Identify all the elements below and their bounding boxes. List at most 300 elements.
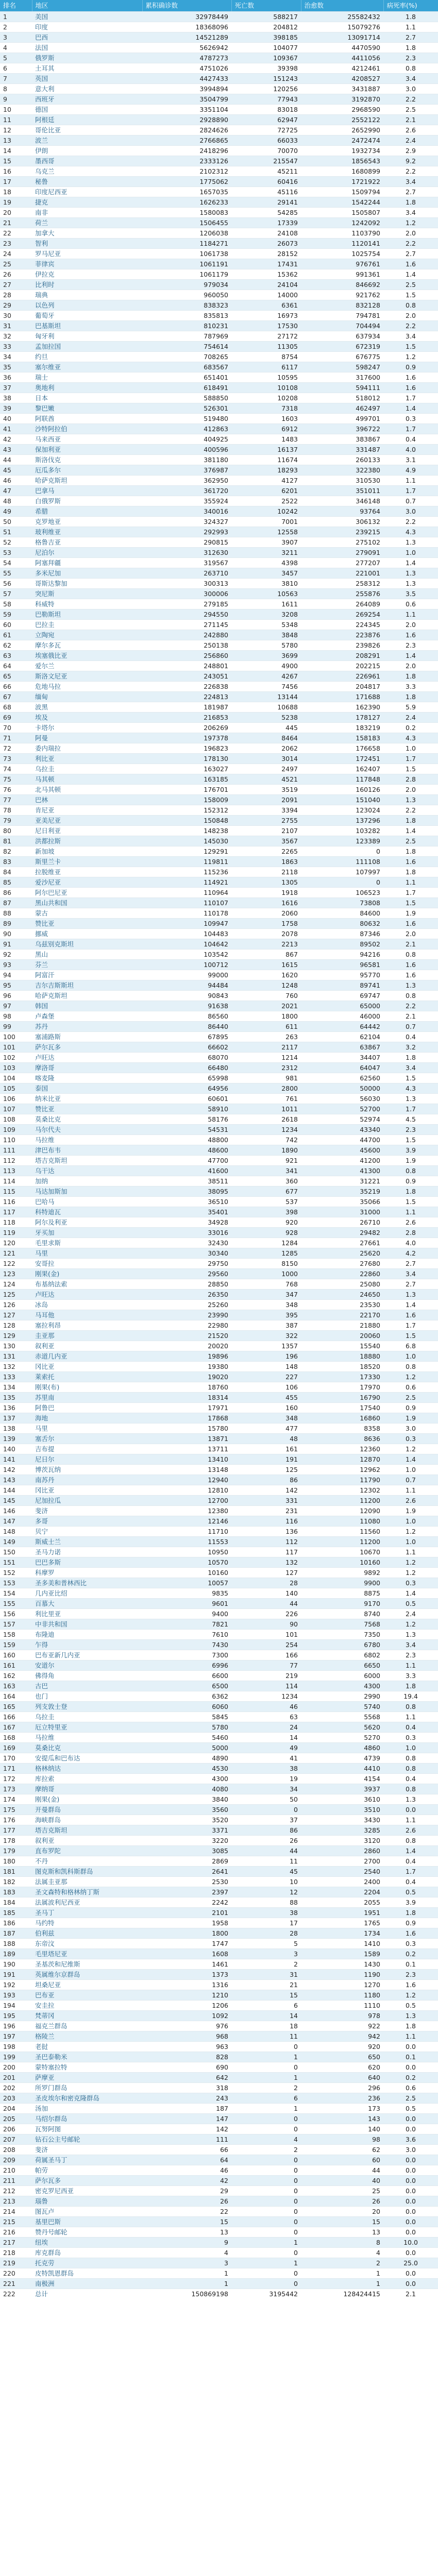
- cell-region[interactable]: 毛里求斯: [32, 1238, 142, 1248]
- cell-region[interactable]: 德国: [32, 105, 142, 115]
- cell-region[interactable]: 海地: [32, 1413, 142, 1423]
- cell-region[interactable]: 马绍尔群岛: [32, 2114, 142, 2124]
- cell-region[interactable]: 法国: [32, 43, 142, 53]
- cell-region[interactable]: 坦桑尼亚: [32, 1980, 142, 1990]
- table-row[interactable]: [0, 1300, 438, 1310]
- cell-region[interactable]: 安圭拉: [32, 2001, 142, 2011]
- cell-region[interactable]: 瑙鲁: [32, 2196, 142, 2207]
- cell-region[interactable]: 俄罗斯: [32, 53, 142, 63]
- cell-region[interactable]: 阿尔及利亚: [32, 1217, 142, 1228]
- cell-region[interactable]: 佛得角: [32, 1671, 142, 1681]
- cell-region[interactable]: 黑山共和国: [32, 898, 142, 908]
- cell-region[interactable]: 冈比亚: [32, 1485, 142, 1496]
- cell-region[interactable]: 马约特: [32, 1918, 142, 1928]
- table-row[interactable]: [0, 506, 438, 517]
- cell-region[interactable]: 马拉维: [32, 1733, 142, 1743]
- table-row[interactable]: [0, 1877, 438, 1887]
- cell-region[interactable]: 马来西亚: [32, 434, 142, 445]
- cell-region[interactable]: 哥斯达黎加: [32, 579, 142, 589]
- cell-region[interactable]: 塞浦路斯: [32, 1032, 142, 1042]
- cell-region[interactable]: 阿尔巴尼亚: [32, 888, 142, 898]
- cell-region[interactable]: 克罗地亚: [32, 517, 142, 527]
- cell-region[interactable]: 利比亚: [32, 754, 142, 764]
- table-row[interactable]: [0, 300, 438, 311]
- table-row[interactable]: [0, 2238, 438, 2248]
- table-row[interactable]: [0, 1939, 438, 1949]
- table-row[interactable]: [0, 558, 438, 568]
- cell-region[interactable]: 汤加: [32, 2104, 142, 2114]
- table-row[interactable]: [0, 156, 438, 166]
- table-row[interactable]: [0, 166, 438, 177]
- cell-region[interactable]: 库克群岛: [32, 2248, 142, 2258]
- table-row[interactable]: [0, 2248, 438, 2258]
- table-row[interactable]: [0, 1537, 438, 1547]
- cell-region[interactable]: 新加坡: [32, 846, 142, 857]
- cell-region[interactable]: 直布罗陀: [32, 1846, 142, 1856]
- table-row[interactable]: [0, 1897, 438, 1908]
- cell-region[interactable]: 巴林: [32, 795, 142, 805]
- table-row[interactable]: [0, 702, 438, 713]
- cell-region[interactable]: 利比里亚: [32, 1609, 142, 1619]
- table-row[interactable]: [0, 651, 438, 661]
- cell-region[interactable]: 圣基茨和尼维斯: [32, 1959, 142, 1970]
- table-row[interactable]: [0, 146, 438, 156]
- table-row[interactable]: [0, 1320, 438, 1331]
- cell-region[interactable]: 塞尔维亚: [32, 362, 142, 372]
- cell-region[interactable]: 格鲁吉亚: [32, 537, 142, 548]
- table-row[interactable]: [0, 269, 438, 280]
- table-row[interactable]: [0, 2073, 438, 2083]
- cell-region[interactable]: 萨尔瓦多: [32, 2176, 142, 2186]
- table-row[interactable]: [0, 692, 438, 702]
- table-row[interactable]: [0, 743, 438, 754]
- table-row[interactable]: [0, 2124, 438, 2134]
- table-row[interactable]: [0, 1022, 438, 1032]
- table-row[interactable]: [0, 1805, 438, 1815]
- cell-region[interactable]: 印度尼西亚: [32, 187, 142, 197]
- table-row[interactable]: [0, 135, 438, 146]
- cell-region[interactable]: 阿富汗: [32, 970, 142, 980]
- table-row[interactable]: [0, 816, 438, 826]
- table-row[interactable]: [0, 527, 438, 537]
- cell-region[interactable]: 博茨瓦纳: [32, 1465, 142, 1475]
- table-row[interactable]: [0, 1949, 438, 1959]
- cell-region[interactable]: 法属圭亚那: [32, 1877, 142, 1887]
- cell-region[interactable]: 约旦: [32, 352, 142, 362]
- table-row[interactable]: [0, 1454, 438, 1465]
- table-row[interactable]: [0, 1640, 438, 1650]
- table-row[interactable]: [0, 517, 438, 527]
- cell-region[interactable]: 挪威: [32, 929, 142, 939]
- table-row[interactable]: [0, 1784, 438, 1794]
- cell-region[interactable]: 玻利维亚: [32, 527, 142, 537]
- table-row[interactable]: [0, 1856, 438, 1867]
- cell-region[interactable]: 莫桑比克: [32, 1114, 142, 1125]
- cell-region[interactable]: 斯洛伐克: [32, 455, 142, 465]
- table-row[interactable]: [0, 74, 438, 84]
- table-row[interactable]: [0, 393, 438, 403]
- table-row[interactable]: [0, 1475, 438, 1485]
- table-row[interactable]: [0, 2227, 438, 2238]
- table-row[interactable]: [0, 1722, 438, 1733]
- cell-region[interactable]: 巴布亚新几内亚: [32, 1650, 142, 1660]
- cell-region[interactable]: 马耳他: [32, 1310, 142, 1320]
- table-row[interactable]: [0, 609, 438, 620]
- table-row[interactable]: [0, 1063, 438, 1073]
- cell-region[interactable]: 赞比亚: [32, 1104, 142, 1114]
- cell-region[interactable]: 巴勒斯坦: [32, 609, 142, 620]
- table-row[interactable]: [0, 1011, 438, 1022]
- table-row[interactable]: [0, 1527, 438, 1537]
- cell-region[interactable]: 钻石公主号邮轮: [32, 2134, 142, 2145]
- table-row[interactable]: [0, 2186, 438, 2196]
- cell-region[interactable]: 斐济: [32, 1506, 142, 1516]
- cell-region[interactable]: 蒙特塞拉特: [32, 2062, 142, 2073]
- cell-region[interactable]: 斯里兰卡: [32, 857, 142, 867]
- cell-region[interactable]: 塔吉克斯坦: [32, 1156, 142, 1166]
- cell-region[interactable]: 马里: [32, 1248, 142, 1259]
- table-row[interactable]: [0, 764, 438, 774]
- cell-region[interactable]: 沙特阿拉伯: [32, 424, 142, 434]
- table-row[interactable]: [0, 1423, 438, 1434]
- cell-region[interactable]: 菲律宾: [32, 259, 142, 269]
- cell-region[interactable]: 阿根廷: [32, 115, 142, 125]
- table-row[interactable]: [0, 1712, 438, 1722]
- cell-region[interactable]: 波黑: [32, 702, 142, 713]
- cell-region[interactable]: 图瓦卢: [32, 2207, 142, 2217]
- table-row[interactable]: [0, 2052, 438, 2062]
- table-row[interactable]: [0, 805, 438, 816]
- table-row[interactable]: [0, 1702, 438, 1712]
- table-row[interactable]: [0, 1825, 438, 1836]
- table-row[interactable]: [0, 2083, 438, 2093]
- cell-region[interactable]: 亚美尼亚: [32, 816, 142, 826]
- table-row[interactable]: [0, 434, 438, 445]
- cell-region[interactable]: 莫桑比克: [32, 1743, 142, 1753]
- table-row[interactable]: [0, 733, 438, 743]
- table-row[interactable]: [0, 671, 438, 682]
- cell-region[interactable]: 所罗门群岛: [32, 2083, 142, 2093]
- cell-region[interactable]: 乍得: [32, 1640, 142, 1650]
- table-row[interactable]: [0, 445, 438, 455]
- table-row[interactable]: [0, 1042, 438, 1053]
- cell-region[interactable]: 尼加拉瓜: [32, 1496, 142, 1506]
- table-row[interactable]: [0, 1774, 438, 1784]
- cell-region[interactable]: 意大利: [32, 84, 142, 94]
- table-row[interactable]: [0, 1557, 438, 1568]
- table-row[interactable]: [0, 218, 438, 228]
- table-row[interactable]: [0, 94, 438, 105]
- cell-region[interactable]: 梵蒂冈: [32, 2011, 142, 2021]
- table-row[interactable]: [0, 1691, 438, 1702]
- cell-region[interactable]: 圣马力诺: [32, 1547, 142, 1557]
- table-row[interactable]: [0, 22, 438, 32]
- table-row[interactable]: [0, 2011, 438, 2021]
- cell-region[interactable]: 阿塞拜疆: [32, 558, 142, 568]
- cell-region[interactable]: 智利: [32, 239, 142, 249]
- cell-region[interactable]: 墨西哥: [32, 156, 142, 166]
- cell-region[interactable]: 奥地利: [32, 383, 142, 393]
- table-row[interactable]: [0, 424, 438, 434]
- table-row[interactable]: [0, 1341, 438, 1351]
- table-row[interactable]: [0, 2279, 438, 2289]
- table-row[interactable]: [0, 1125, 438, 1135]
- cell-region[interactable]: 多米尼加: [32, 568, 142, 579]
- cell-region[interactable]: 罗马尼亚: [32, 249, 142, 259]
- table-row[interactable]: [0, 836, 438, 846]
- table-row[interactable]: [0, 1248, 438, 1259]
- cell-region[interactable]: 刚果(布): [32, 1382, 142, 1393]
- cell-region[interactable]: 吉尔吉斯斯坦: [32, 980, 142, 991]
- cell-region[interactable]: 圣马丁: [32, 1908, 142, 1918]
- table-row[interactable]: [0, 579, 438, 589]
- table-row[interactable]: [0, 599, 438, 609]
- table-row[interactable]: [0, 2114, 438, 2124]
- table-row[interactable]: [0, 682, 438, 692]
- table-row[interactable]: [0, 187, 438, 197]
- cell-region[interactable]: 毛里塔尼亚: [32, 1949, 142, 1959]
- table-row[interactable]: [0, 1444, 438, 1454]
- cell-region[interactable]: 马其顿: [32, 774, 142, 785]
- table-row[interactable]: [0, 177, 438, 187]
- table-row[interactable]: [0, 1362, 438, 1372]
- cell-region[interactable]: 埃及: [32, 713, 142, 723]
- table-row[interactable]: [0, 1928, 438, 1939]
- table-row[interactable]: [0, 1135, 438, 1145]
- table-row[interactable]: [0, 548, 438, 558]
- table-row[interactable]: [0, 1599, 438, 1609]
- cell-region[interactable]: 尼泊尔: [32, 548, 142, 558]
- table-row[interactable]: [0, 1238, 438, 1248]
- cell-region[interactable]: 纳米比亚: [32, 1094, 142, 1104]
- cell-region[interactable]: 韩国: [32, 1001, 142, 1011]
- table-row[interactable]: [0, 908, 438, 919]
- cell-region[interactable]: 吉布提: [32, 1444, 142, 1454]
- table-row[interactable]: [0, 239, 438, 249]
- table-row[interactable]: [0, 630, 438, 640]
- table-row[interactable]: [0, 1351, 438, 1362]
- table-row[interactable]: [0, 1372, 438, 1382]
- cell-region[interactable]: 库拉索: [32, 1774, 142, 1784]
- cell-region[interactable]: 葡萄牙: [32, 311, 142, 321]
- table-row[interactable]: [0, 362, 438, 372]
- cell-region[interactable]: 塞拉利昂: [32, 1320, 142, 1331]
- table-row[interactable]: [0, 568, 438, 579]
- table-row[interactable]: [0, 1166, 438, 1176]
- table-row[interactable]: [0, 259, 438, 269]
- cell-region[interactable]: 马尔代夫: [32, 1125, 142, 1135]
- cell-region[interactable]: 法属波利尼西亚: [32, 1897, 142, 1908]
- cell-region[interactable]: 卢旺达: [32, 1053, 142, 1063]
- table-row[interactable]: [0, 1393, 438, 1403]
- cell-region[interactable]: 安提瓜和巴布达: [32, 1753, 142, 1764]
- table-row[interactable]: [0, 455, 438, 465]
- table-row[interactable]: [0, 661, 438, 671]
- cell-region[interactable]: 安哥拉: [32, 1259, 142, 1269]
- table-row[interactable]: [0, 1279, 438, 1290]
- cell-region[interactable]: 肯尼亚: [32, 805, 142, 816]
- cell-region[interactable]: 塞舌尔: [32, 1434, 142, 1444]
- cell-region[interactable]: 乌干达: [32, 1166, 142, 1176]
- cell-region[interactable]: 黑山: [32, 950, 142, 960]
- cell-region[interactable]: 巴布亚: [32, 1990, 142, 2001]
- cell-region[interactable]: 科摩罗: [32, 1568, 142, 1578]
- cell-region[interactable]: 东帝汶: [32, 1939, 142, 1949]
- header-deaths[interactable]: 死亡数: [231, 0, 301, 12]
- table-row[interactable]: [0, 1578, 438, 1588]
- cell-region[interactable]: 叙利亚: [32, 1341, 142, 1351]
- header-region[interactable]: 地区: [32, 0, 142, 12]
- table-row[interactable]: [0, 1176, 438, 1187]
- cell-region[interactable]: 英国: [32, 74, 142, 84]
- cell-region[interactable]: 巴基斯坦: [32, 321, 142, 331]
- table-row[interactable]: [0, 1434, 438, 1444]
- table-row[interactable]: [0, 1104, 438, 1114]
- cell-region[interactable]: 巴西: [32, 32, 142, 43]
- table-row[interactable]: [0, 383, 438, 393]
- cell-region[interactable]: 斯洛文尼亚: [32, 671, 142, 682]
- cell-region[interactable]: 格陵兰: [32, 2031, 142, 2042]
- cell-region[interactable]: 尼日尔: [32, 1454, 142, 1465]
- table-row[interactable]: [0, 352, 438, 362]
- table-row[interactable]: [0, 960, 438, 970]
- table-row[interactable]: [0, 826, 438, 836]
- table-row[interactable]: [0, 12, 438, 22]
- cell-region[interactable]: 福克兰群岛: [32, 2021, 142, 2031]
- table-row[interactable]: [0, 1970, 438, 1980]
- cell-region[interactable]: 安道尔: [32, 1660, 142, 1671]
- cell-region[interactable]: 保加利亚: [32, 445, 142, 455]
- cell-region[interactable]: 哥伦比亚: [32, 125, 142, 135]
- cell-region[interactable]: 比利时: [32, 280, 142, 290]
- table-row[interactable]: [0, 1815, 438, 1825]
- cell-region[interactable]: 赤道几内亚: [32, 1351, 142, 1362]
- cell-region[interactable]: 科威特: [32, 599, 142, 609]
- table-row[interactable]: [0, 754, 438, 764]
- cell-region[interactable]: 萨尔瓦多: [32, 1042, 142, 1053]
- table-row[interactable]: [0, 2001, 438, 2011]
- cell-region[interactable]: 纽埃: [32, 2238, 142, 2248]
- cell-region[interactable]: 伯利兹: [32, 1928, 142, 1939]
- table-row[interactable]: [0, 1619, 438, 1630]
- cell-region[interactable]: 苏丹: [32, 1022, 142, 1032]
- table-row[interactable]: [0, 496, 438, 506]
- table-row[interactable]: [0, 2217, 438, 2227]
- cell-region[interactable]: 巴拿马: [32, 486, 142, 496]
- table-row[interactable]: [0, 1382, 438, 1393]
- cell-region[interactable]: 圣皮埃尔和密克隆群岛: [32, 2093, 142, 2104]
- cell-region[interactable]: 叙利亚: [32, 1836, 142, 1846]
- table-row[interactable]: [0, 1568, 438, 1578]
- table-row[interactable]: [0, 2042, 438, 2052]
- cell-region[interactable]: 瓦努阿图: [32, 2124, 142, 2134]
- cell-region[interactable]: 西班牙: [32, 94, 142, 105]
- table-row[interactable]: [0, 1630, 438, 1640]
- table-row[interactable]: [0, 774, 438, 785]
- table-row[interactable]: [0, 1980, 438, 1990]
- cell-region[interactable]: 爱尔兰: [32, 661, 142, 671]
- table-row[interactable]: [0, 63, 438, 74]
- cell-region[interactable]: 南极洲: [32, 2279, 142, 2289]
- table-row[interactable]: [0, 980, 438, 991]
- cell-region[interactable]: 冰岛: [32, 1300, 142, 1310]
- cell-region[interactable]: 萨摩亚: [32, 2073, 142, 2083]
- cell-region[interactable]: 中非共和国: [32, 1619, 142, 1630]
- table-row[interactable]: [0, 898, 438, 908]
- table-row[interactable]: [0, 1145, 438, 1156]
- table-row[interactable]: [0, 486, 438, 496]
- table-row[interactable]: [0, 1485, 438, 1496]
- table-row[interactable]: [0, 372, 438, 383]
- cell-region[interactable]: 喀麦隆: [32, 1073, 142, 1083]
- table-row[interactable]: [0, 877, 438, 888]
- table-row[interactable]: [0, 228, 438, 239]
- cell-region[interactable]: 布隆迪: [32, 1630, 142, 1640]
- table-row[interactable]: [0, 1290, 438, 1300]
- table-row[interactable]: [0, 1269, 438, 1279]
- table-row[interactable]: [0, 331, 438, 342]
- cell-region[interactable]: 爱沙尼亚: [32, 877, 142, 888]
- table-row[interactable]: [0, 1836, 438, 1846]
- cell-region[interactable]: 刚果(金): [32, 1794, 142, 1805]
- table-row[interactable]: [0, 1032, 438, 1042]
- cell-region[interactable]: 伊拉克: [32, 269, 142, 280]
- table-row[interactable]: [0, 1846, 438, 1856]
- table-row[interactable]: [0, 2165, 438, 2176]
- table-row[interactable]: [0, 2196, 438, 2207]
- table-row[interactable]: [0, 2093, 438, 2104]
- cell-region[interactable]: 摩纳哥: [32, 1784, 142, 1794]
- table-row[interactable]: [0, 1217, 438, 1228]
- cell-region[interactable]: 圣文森特和格林纳丁斯: [32, 1887, 142, 1897]
- table-row[interactable]: [0, 1650, 438, 1660]
- table-row[interactable]: [0, 950, 438, 960]
- cell-region[interactable]: 百慕大: [32, 1599, 142, 1609]
- table-row[interactable]: [0, 2145, 438, 2155]
- table-row[interactable]: [0, 1197, 438, 1207]
- table-row[interactable]: [0, 1187, 438, 1197]
- table-row[interactable]: [0, 1959, 438, 1970]
- cell-region[interactable]: 以色列: [32, 300, 142, 311]
- cell-region[interactable]: 多哥: [32, 1516, 142, 1527]
- cell-region[interactable]: 苏里南: [32, 1393, 142, 1403]
- table-row[interactable]: [0, 84, 438, 94]
- table-row[interactable]: [0, 342, 438, 352]
- cell-region[interactable]: 牙买加: [32, 1228, 142, 1238]
- table-row[interactable]: [0, 888, 438, 898]
- cell-region[interactable]: 哈萨克斯坦: [32, 476, 142, 486]
- cell-region[interactable]: 乌克兰: [32, 166, 142, 177]
- table-row[interactable]: [0, 857, 438, 867]
- table-row[interactable]: [0, 2155, 438, 2165]
- cell-region[interactable]: 老挝: [32, 2042, 142, 2052]
- cell-region[interactable]: 泰国: [32, 1083, 142, 1094]
- table-row[interactable]: [0, 970, 438, 980]
- cell-region[interactable]: 英属维尔京群岛: [32, 1970, 142, 1980]
- table-row[interactable]: [0, 1671, 438, 1681]
- table-row[interactable]: [0, 1053, 438, 1063]
- cell-region[interactable]: 南苏丹: [32, 1475, 142, 1485]
- table-row[interactable]: [0, 43, 438, 53]
- cell-region[interactable]: 摩尔多瓦: [32, 640, 142, 651]
- table-row[interactable]: [0, 2104, 438, 2114]
- cell-region[interactable]: 北马其顿: [32, 785, 142, 795]
- cell-region[interactable]: 马达加斯加: [32, 1187, 142, 1197]
- cell-region[interactable]: 赞比亚: [32, 919, 142, 929]
- table-row[interactable]: [0, 1259, 438, 1269]
- cell-region[interactable]: 印度: [32, 22, 142, 32]
- table-row[interactable]: [0, 2134, 438, 2145]
